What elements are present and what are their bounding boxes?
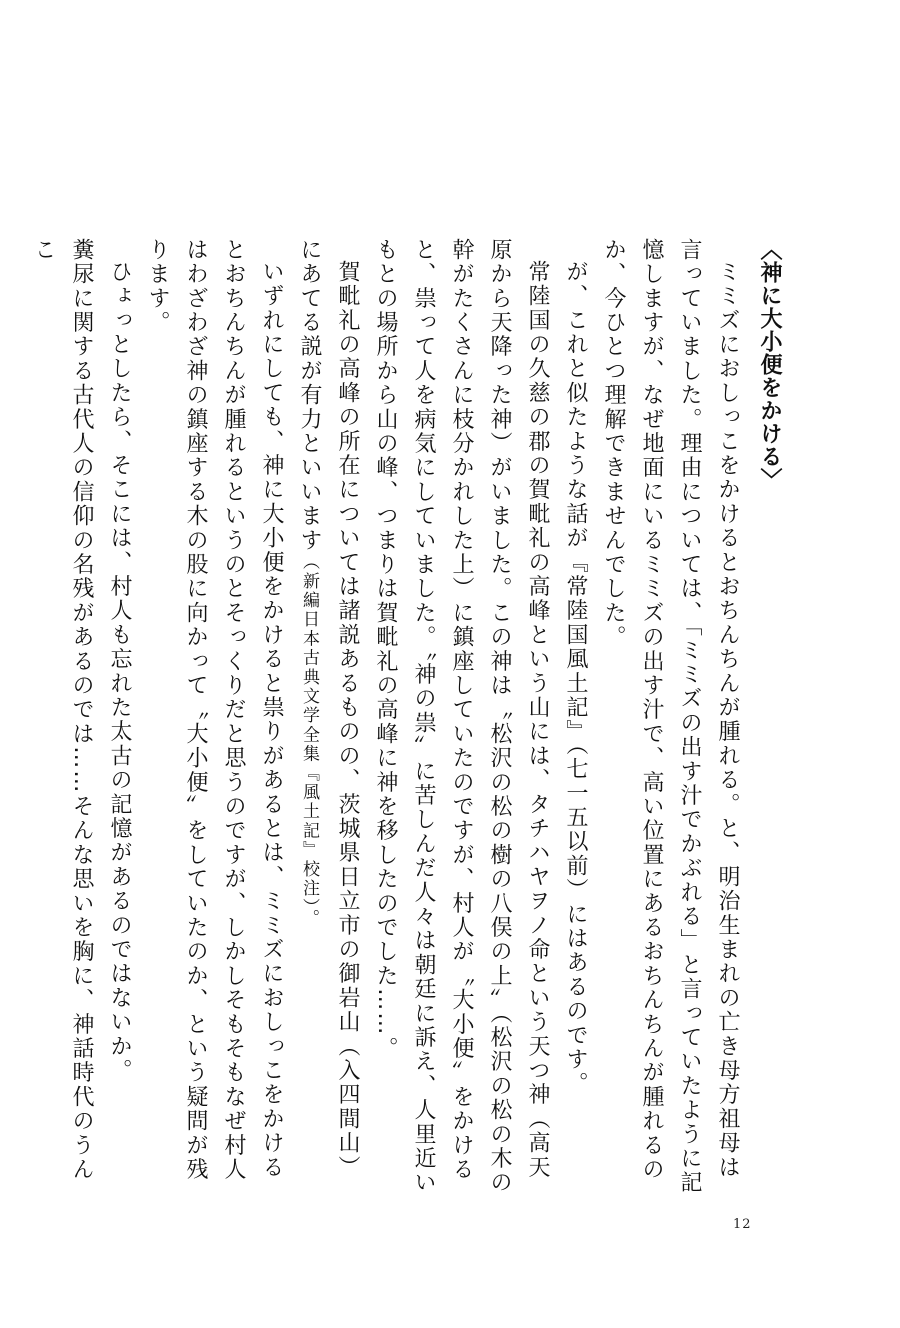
paragraph-1: ミミズにおしっこをかけるとおちんちんが腫れる。と、明治生まれの亡き母方祖母は言っていました。理由については、「ミミズの出す汁でかぶれる」と言っていたように記憶しますが、なぜ地面にいるミミズの出す汁で、高い位置にあるおちんちんが腫れるのか、今ひとつ理解できませんでした。 — [601, 238, 740, 1195]
page-number: 12 — [733, 1217, 752, 1232]
section-heading: 〈神に大小便をかける〉 — [757, 238, 782, 491]
paragraph-4 — [290, 238, 366, 1203]
paragraph-3: 常陸国の久慈の郡の賀毗礼の高峰という山には、タチハヤヲノ命という天つ神（高天原から天降った神）がいました。この神は〝松沢の松の樹の八俣の上〟（松沢の松の木の幹がたくさんに枝分かれした上）に鎮座していたのですが、村人が〝大小便〟をかけると、祟って人を病気にしていました。〝神の祟〟に苦しんだ人々は朝廷に訴え、人里近いもとの場所から山の峰、つまりは賀毗礼の高峰に神を移したのでした……。 — [373, 238, 550, 1196]
paragraph-7: 糞尿に関する古代人の信仰の名残があるのでは……そんな思いを胸に、神話時代のうんこ — [31, 238, 94, 1182]
citation-note: （新編日本古典文学全集『風土記』校注）。 — [299, 552, 319, 929]
vertical-text-block — [24, 238, 788, 1203]
paragraph-2: が、これと似たような話が『常陸国風土記』（七一五以前）にはあるのです。 — [563, 260, 588, 1096]
paragraph-6: ひょっとしたら、そこには、村人も忘れた太古の記憶があるのではないか。 — [107, 260, 132, 1083]
paragraph-4-text: 賀毗礼の高峰の所在については諸説あるものの、茨城県日立市の御岩山（入四間山）にあてる説が有力といいます — [297, 238, 360, 1180]
paragraph-5: いずれにしても、神に大小便をかけると祟りがあるとは、ミミズにおしっこをかけるとおちんちんが腫れるというのとそっくりだと思うのですが、しかしそもそもなぜ村人はわざわざ神の鎮座する木の股に向かって〝大小便〟をしていたのか、という疑問が残ります。 — [145, 238, 284, 1182]
